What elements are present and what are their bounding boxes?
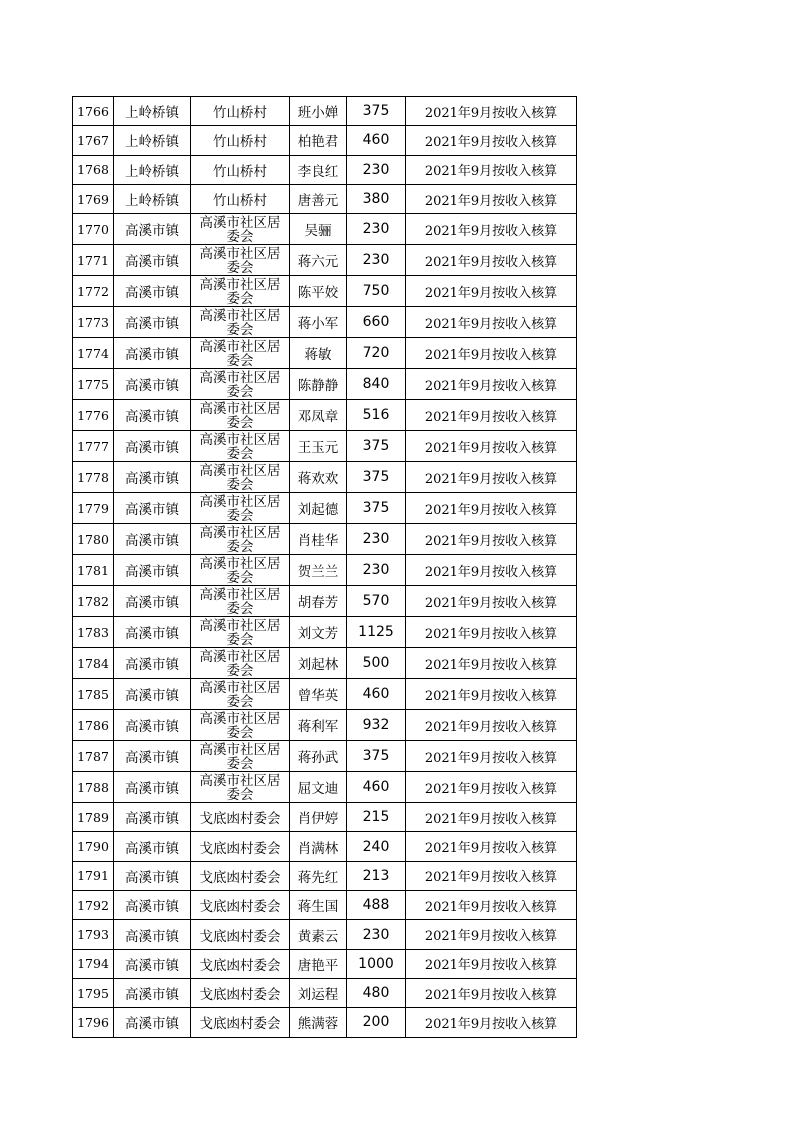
community-label: 高溪市社区居委会 xyxy=(199,401,281,431)
table-row xyxy=(73,400,577,431)
community-cell xyxy=(191,617,290,648)
amount-cell: 380 xyxy=(347,184,406,213)
town-cell: 高溪市镇 xyxy=(114,462,191,493)
table-row xyxy=(73,978,577,1007)
note-cell: 2021年9月按收入核算 xyxy=(406,462,577,493)
community-label: 高溪市社区居委会 xyxy=(199,711,281,741)
record-number-cell: 1779 xyxy=(73,493,114,524)
note-cell: 2021年9月按收入核算 xyxy=(406,155,577,184)
community-label: 高溪市社区居委会 xyxy=(199,587,281,617)
note-cell: 2021年9月按收入核算 xyxy=(406,861,577,890)
table-row xyxy=(73,524,577,555)
record-number-cell: 1786 xyxy=(73,710,114,741)
table-row xyxy=(73,617,577,648)
community-cell: 戈底凼村委会 xyxy=(191,949,290,978)
record-number-cell: 1767 xyxy=(73,126,114,155)
table-row xyxy=(73,245,577,276)
person-name-cell: 唐善元 xyxy=(290,184,347,213)
person-name-cell: 蒋小军 xyxy=(290,307,347,338)
record-number-cell: 1773 xyxy=(73,307,114,338)
community-label: 高溪市社区居委会 xyxy=(199,339,281,369)
town-cell: 高溪市镇 xyxy=(114,861,191,890)
person-name-cell: 蒋六元 xyxy=(290,245,347,276)
community-cell xyxy=(191,524,290,555)
amount-cell: 230 xyxy=(347,245,406,276)
person-name-cell: 蒋孙武 xyxy=(290,741,347,772)
table-row xyxy=(73,97,577,126)
record-number-cell: 1793 xyxy=(73,920,114,949)
table-row xyxy=(73,431,577,462)
town-cell: 高溪市镇 xyxy=(114,245,191,276)
amount-cell: 516 xyxy=(347,400,406,431)
community-cell: 竹山桥村 xyxy=(191,184,290,213)
person-name-cell: 王玉元 xyxy=(290,431,347,462)
community-cell xyxy=(191,276,290,307)
table-row xyxy=(73,338,577,369)
person-name-cell: 柏艳君 xyxy=(290,126,347,155)
town-cell: 高溪市镇 xyxy=(114,710,191,741)
table-row xyxy=(73,861,577,890)
table-row xyxy=(73,369,577,400)
town-cell: 高溪市镇 xyxy=(114,617,191,648)
community-cell xyxy=(191,648,290,679)
amount-cell: 230 xyxy=(347,524,406,555)
amount-cell: 215 xyxy=(347,803,406,832)
amount-cell: 570 xyxy=(347,586,406,617)
community-label: 高溪市社区居委会 xyxy=(199,742,281,772)
community-cell: 戈底凼村委会 xyxy=(191,832,290,861)
community-cell xyxy=(191,369,290,400)
town-cell: 高溪市镇 xyxy=(114,772,191,803)
person-name-cell: 蒋敏 xyxy=(290,338,347,369)
community-label: 高溪市社区居委会 xyxy=(199,494,281,524)
town-cell: 高溪市镇 xyxy=(114,891,191,920)
amount-cell: 230 xyxy=(347,214,406,245)
amount-cell: 460 xyxy=(347,772,406,803)
table-row xyxy=(73,184,577,213)
community-cell xyxy=(191,679,290,710)
town-cell: 高溪市镇 xyxy=(114,214,191,245)
town-cell: 高溪市镇 xyxy=(114,400,191,431)
person-name-cell: 曾华英 xyxy=(290,679,347,710)
town-cell: 高溪市镇 xyxy=(114,493,191,524)
town-cell: 高溪市镇 xyxy=(114,524,191,555)
person-name-cell: 蒋生国 xyxy=(290,891,347,920)
amount-cell: 500 xyxy=(347,648,406,679)
record-number-cell: 1789 xyxy=(73,803,114,832)
amount-cell: 1125 xyxy=(347,617,406,648)
community-cell: 戈底凼村委会 xyxy=(191,920,290,949)
community-label: 高溪市社区居委会 xyxy=(199,277,281,307)
town-cell: 上岭桥镇 xyxy=(114,126,191,155)
note-cell: 2021年9月按收入核算 xyxy=(406,214,577,245)
note-cell: 2021年9月按收入核算 xyxy=(406,493,577,524)
town-cell: 高溪市镇 xyxy=(114,276,191,307)
person-name-cell: 刘文芳 xyxy=(290,617,347,648)
record-number-cell: 1766 xyxy=(73,97,114,126)
community-cell xyxy=(191,431,290,462)
note-cell: 2021年9月按收入核算 xyxy=(406,803,577,832)
record-number-cell: 1777 xyxy=(73,431,114,462)
community-label: 高溪市社区居委会 xyxy=(199,649,281,679)
community-cell xyxy=(191,245,290,276)
note-cell: 2021年9月按收入核算 xyxy=(406,1008,577,1037)
town-cell: 高溪市镇 xyxy=(114,586,191,617)
town-cell: 高溪市镇 xyxy=(114,431,191,462)
community-cell xyxy=(191,555,290,586)
note-cell: 2021年9月按收入核算 xyxy=(406,891,577,920)
town-cell: 上岭桥镇 xyxy=(114,155,191,184)
person-name-cell: 李良红 xyxy=(290,155,347,184)
community-label: 高溪市社区居委会 xyxy=(199,556,281,586)
person-name-cell: 屈文迪 xyxy=(290,772,347,803)
amount-cell: 720 xyxy=(347,338,406,369)
amount-cell: 213 xyxy=(347,861,406,890)
note-cell: 2021年9月按收入核算 xyxy=(406,832,577,861)
community-cell xyxy=(191,586,290,617)
person-name-cell: 黄素云 xyxy=(290,920,347,949)
note-cell: 2021年9月按收入核算 xyxy=(406,978,577,1007)
community-label: 高溪市社区居委会 xyxy=(199,525,281,555)
note-cell: 2021年9月按收入核算 xyxy=(406,276,577,307)
record-number-cell: 1796 xyxy=(73,1008,114,1037)
record-number-cell: 1790 xyxy=(73,832,114,861)
table-row xyxy=(73,679,577,710)
community-cell: 竹山桥村 xyxy=(191,126,290,155)
community-cell xyxy=(191,493,290,524)
town-cell: 高溪市镇 xyxy=(114,920,191,949)
town-cell: 高溪市镇 xyxy=(114,307,191,338)
note-cell: 2021年9月按收入核算 xyxy=(406,586,577,617)
town-cell: 高溪市镇 xyxy=(114,741,191,772)
amount-cell: 240 xyxy=(347,832,406,861)
table-row xyxy=(73,214,577,245)
amount-cell: 375 xyxy=(347,741,406,772)
town-cell: 高溪市镇 xyxy=(114,949,191,978)
record-number-cell: 1787 xyxy=(73,741,114,772)
table-row xyxy=(73,891,577,920)
records-table xyxy=(72,96,577,1038)
table-row xyxy=(73,949,577,978)
record-number-cell: 1782 xyxy=(73,586,114,617)
note-cell: 2021年9月按收入核算 xyxy=(406,126,577,155)
amount-cell: 230 xyxy=(347,555,406,586)
table-row xyxy=(73,832,577,861)
community-cell xyxy=(191,710,290,741)
person-name-cell: 刘运程 xyxy=(290,978,347,1007)
table-row xyxy=(73,920,577,949)
community-cell xyxy=(191,772,290,803)
record-number-cell: 1784 xyxy=(73,648,114,679)
record-number-cell: 1771 xyxy=(73,245,114,276)
note-cell: 2021年9月按收入核算 xyxy=(406,617,577,648)
note-cell: 2021年9月按收入核算 xyxy=(406,555,577,586)
record-number-cell: 1788 xyxy=(73,772,114,803)
amount-cell: 375 xyxy=(347,431,406,462)
town-cell: 高溪市镇 xyxy=(114,679,191,710)
amount-cell: 488 xyxy=(347,891,406,920)
person-name-cell: 肖满林 xyxy=(290,832,347,861)
table-row xyxy=(73,462,577,493)
record-number-cell: 1774 xyxy=(73,338,114,369)
town-cell: 高溪市镇 xyxy=(114,1008,191,1037)
note-cell: 2021年9月按收入核算 xyxy=(406,307,577,338)
table-row xyxy=(73,1008,577,1037)
note-cell: 2021年9月按收入核算 xyxy=(406,184,577,213)
table-row xyxy=(73,710,577,741)
person-name-cell: 蒋利军 xyxy=(290,710,347,741)
community-label: 高溪市社区居委会 xyxy=(199,370,281,400)
amount-cell: 750 xyxy=(347,276,406,307)
record-number-cell: 1781 xyxy=(73,555,114,586)
table-row xyxy=(73,648,577,679)
person-name-cell: 吴骊 xyxy=(290,214,347,245)
record-number-cell: 1783 xyxy=(73,617,114,648)
person-name-cell: 蒋先红 xyxy=(290,861,347,890)
town-cell: 上岭桥镇 xyxy=(114,97,191,126)
person-name-cell: 胡春芳 xyxy=(290,586,347,617)
record-number-cell: 1770 xyxy=(73,214,114,245)
amount-cell: 200 xyxy=(347,1008,406,1037)
community-label: 高溪市社区居委会 xyxy=(199,680,281,710)
amount-cell: 460 xyxy=(347,126,406,155)
note-cell: 2021年9月按收入核算 xyxy=(406,245,577,276)
town-cell: 上岭桥镇 xyxy=(114,184,191,213)
person-name-cell: 肖伊婷 xyxy=(290,803,347,832)
person-name-cell: 肖桂华 xyxy=(290,524,347,555)
note-cell: 2021年9月按收入核算 xyxy=(406,524,577,555)
town-cell: 高溪市镇 xyxy=(114,803,191,832)
record-number-cell: 1772 xyxy=(73,276,114,307)
community-label: 高溪市社区居委会 xyxy=(199,246,281,276)
note-cell: 2021年9月按收入核算 xyxy=(406,400,577,431)
community-cell xyxy=(191,338,290,369)
note-cell: 2021年9月按收入核算 xyxy=(406,369,577,400)
community-cell: 戈底凼村委会 xyxy=(191,803,290,832)
record-number-cell: 1775 xyxy=(73,369,114,400)
record-number-cell: 1778 xyxy=(73,462,114,493)
community-cell: 戈底凼村委会 xyxy=(191,891,290,920)
record-number-cell: 1792 xyxy=(73,891,114,920)
table-row xyxy=(73,555,577,586)
table-row xyxy=(73,741,577,772)
community-cell: 戈底凼村委会 xyxy=(191,861,290,890)
community-cell xyxy=(191,214,290,245)
amount-cell: 230 xyxy=(347,920,406,949)
town-cell: 高溪市镇 xyxy=(114,338,191,369)
record-number-cell: 1776 xyxy=(73,400,114,431)
table-row xyxy=(73,276,577,307)
record-number-cell: 1769 xyxy=(73,184,114,213)
person-name-cell: 熊满蓉 xyxy=(290,1008,347,1037)
note-cell: 2021年9月按收入核算 xyxy=(406,920,577,949)
community-label: 高溪市社区居委会 xyxy=(199,215,281,245)
record-number-cell: 1780 xyxy=(73,524,114,555)
amount-cell: 460 xyxy=(347,679,406,710)
record-number-cell: 1795 xyxy=(73,978,114,1007)
table-row xyxy=(73,307,577,338)
community-cell xyxy=(191,741,290,772)
community-label: 高溪市社区居委会 xyxy=(199,463,281,493)
town-cell: 高溪市镇 xyxy=(114,832,191,861)
person-name-cell: 贺兰兰 xyxy=(290,555,347,586)
person-name-cell: 陈静静 xyxy=(290,369,347,400)
community-label: 高溪市社区居委会 xyxy=(199,773,281,803)
community-cell xyxy=(191,462,290,493)
amount-cell: 932 xyxy=(347,710,406,741)
table-row xyxy=(73,126,577,155)
person-name-cell: 唐艳平 xyxy=(290,949,347,978)
community-cell: 戈底凼村委会 xyxy=(191,978,290,1007)
record-number-cell: 1768 xyxy=(73,155,114,184)
community-cell: 戈底凼村委会 xyxy=(191,1008,290,1037)
note-cell: 2021年9月按收入核算 xyxy=(406,431,577,462)
note-cell: 2021年9月按收入核算 xyxy=(406,741,577,772)
amount-cell: 480 xyxy=(347,978,406,1007)
record-number-cell: 1794 xyxy=(73,949,114,978)
note-cell: 2021年9月按收入核算 xyxy=(406,338,577,369)
town-cell: 高溪市镇 xyxy=(114,369,191,400)
amount-cell: 375 xyxy=(347,493,406,524)
amount-cell: 375 xyxy=(347,97,406,126)
record-number-cell: 1785 xyxy=(73,679,114,710)
table-row xyxy=(73,155,577,184)
community-label: 高溪市社区居委会 xyxy=(199,432,281,462)
person-name-cell: 邓凤章 xyxy=(290,400,347,431)
note-cell: 2021年9月按收入核算 xyxy=(406,648,577,679)
note-cell: 2021年9月按收入核算 xyxy=(406,949,577,978)
record-number-cell: 1791 xyxy=(73,861,114,890)
person-name-cell: 班小婵 xyxy=(290,97,347,126)
person-name-cell: 刘起德 xyxy=(290,493,347,524)
town-cell: 高溪市镇 xyxy=(114,555,191,586)
note-cell: 2021年9月按收入核算 xyxy=(406,772,577,803)
note-cell: 2021年9月按收入核算 xyxy=(406,97,577,126)
person-name-cell: 蒋欢欢 xyxy=(290,462,347,493)
town-cell: 高溪市镇 xyxy=(114,978,191,1007)
records-table-body xyxy=(73,97,577,1038)
person-name-cell: 刘起林 xyxy=(290,648,347,679)
table-row xyxy=(73,772,577,803)
person-name-cell: 陈平姣 xyxy=(290,276,347,307)
community-cell: 竹山桥村 xyxy=(191,155,290,184)
note-cell: 2021年9月按收入核算 xyxy=(406,710,577,741)
community-label: 高溪市社区居委会 xyxy=(199,618,281,648)
amount-cell: 375 xyxy=(347,462,406,493)
table-row xyxy=(73,803,577,832)
amount-cell: 660 xyxy=(347,307,406,338)
amount-cell: 840 xyxy=(347,369,406,400)
table-row xyxy=(73,586,577,617)
amount-cell: 1000 xyxy=(347,949,406,978)
community-cell: 竹山桥村 xyxy=(191,97,290,126)
amount-cell: 230 xyxy=(347,155,406,184)
community-label: 高溪市社区居委会 xyxy=(199,308,281,338)
community-cell xyxy=(191,400,290,431)
table-row xyxy=(73,493,577,524)
town-cell: 高溪市镇 xyxy=(114,648,191,679)
note-cell: 2021年9月按收入核算 xyxy=(406,679,577,710)
community-cell xyxy=(191,307,290,338)
